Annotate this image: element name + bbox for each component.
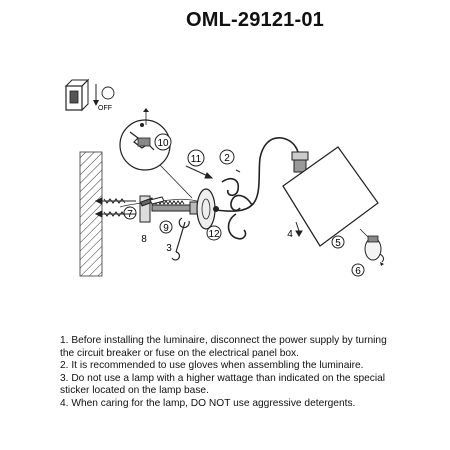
callout-8	[141, 234, 147, 245]
bulb-leader-line	[360, 229, 368, 237]
svg-text:4: 4	[287, 229, 293, 240]
svg-text:9: 9	[163, 223, 169, 234]
callout-10	[155, 134, 171, 150]
svg-text:8: 8	[141, 234, 147, 245]
zoom-leader-line	[160, 165, 192, 198]
callout-6	[352, 264, 364, 277]
arrow-down-icon	[93, 84, 99, 106]
instructions-list	[60, 335, 396, 411]
instruction-1: 1. Before installing the luminaire, disconnect the power supply by turning the circuit breaker or fuse on the electrical panel box.	[60, 335, 387, 359]
callout-12	[207, 226, 221, 240]
svg-text:10: 10	[157, 138, 169, 149]
svg-text:3: 3	[166, 243, 172, 254]
page-title: OML-29121-01	[185, 9, 324, 31]
svg-text:5: 5	[335, 238, 341, 249]
svg-text:2: 2	[224, 153, 230, 164]
callout-4	[287, 229, 293, 240]
callout-11	[188, 150, 204, 166]
svg-text:11: 11	[190, 154, 202, 165]
svg-text:12: 12	[208, 229, 220, 240]
svg-text:6: 6	[355, 266, 361, 277]
callout-2	[220, 150, 234, 164]
wall-backplate	[197, 189, 219, 229]
wrench-icon	[172, 218, 189, 260]
instruction-3: 3. Do not use a lamp with a higher wattage than indicated on the special sticker located on the lamp base.	[60, 372, 386, 397]
callout-3	[166, 243, 172, 254]
instruction-4: 4. When caring for the lamp, DO NOT use aggressive detergents.	[60, 397, 356, 409]
svg-text:7: 7	[127, 209, 133, 220]
callout-9	[160, 221, 172, 234]
assembly-diagram	[0, 60, 450, 320]
callout-5	[332, 236, 344, 249]
callout-1-circle	[102, 87, 114, 99]
switch-off-label: OFF	[98, 105, 112, 112]
instruction-2: 2. It is recommended to use gloves when assembling the luminaire.	[60, 360, 364, 372]
light-bulb-icon	[365, 236, 384, 266]
switch-box-icon	[66, 80, 88, 110]
lamp-socket	[292, 152, 308, 172]
